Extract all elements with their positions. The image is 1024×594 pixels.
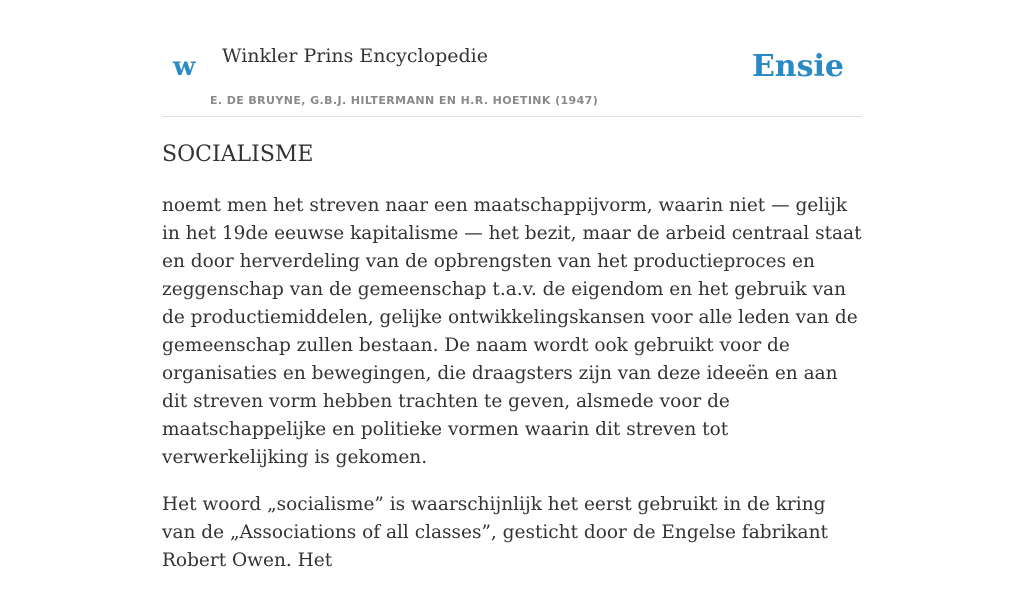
site-header [162,0,862,117]
article-content [162,140,864,594]
publication-authors: E. DE BRUYNE, G.B.J. HILTERMANN EN H.R. HOETINK (1947) [210,94,599,107]
article-paragraph: Het woord „socialisme” is waarschijnlijk het eerst gebruikt in de kring van de „Associations of all classes”, gesticht door de Engelse fabrikant Robert Owen. Het [162,494,828,571]
article-paragraph: noemt men het streven naar een maatschappijvorm, waarin niet — gelijk in het 19de eeuwse kapitalisme — het bezit, maar de arbeid centraal staat en door herverdeling van de opbrengsten van het productieproces en zeggenschap van de gemeenschap t.a.v. de eigendom en het gebruik van de productiemiddelen, gelijke ontwikkelingskansen voor alle leden van de gemeenschap zullen bestaan. De naam wordt ook gebruikt voor de organisaties en bewegingen, die draagsters zijn van deze ideeën en aan dit streven vorm hebben trachten te geven, alsmede voor de maatschappelijke en politieke vormen waarin dit streven tot verwerkelijking is gekomen. [162,195,862,468]
article-title: SOCIALISME [162,142,314,167]
ensie-brand-logo[interactable]: Ensie [751,49,844,84]
winkler-prins-logo[interactable]: w [173,52,196,82]
publication-title[interactable]: Winkler Prins Encyclopedie [222,45,488,67]
